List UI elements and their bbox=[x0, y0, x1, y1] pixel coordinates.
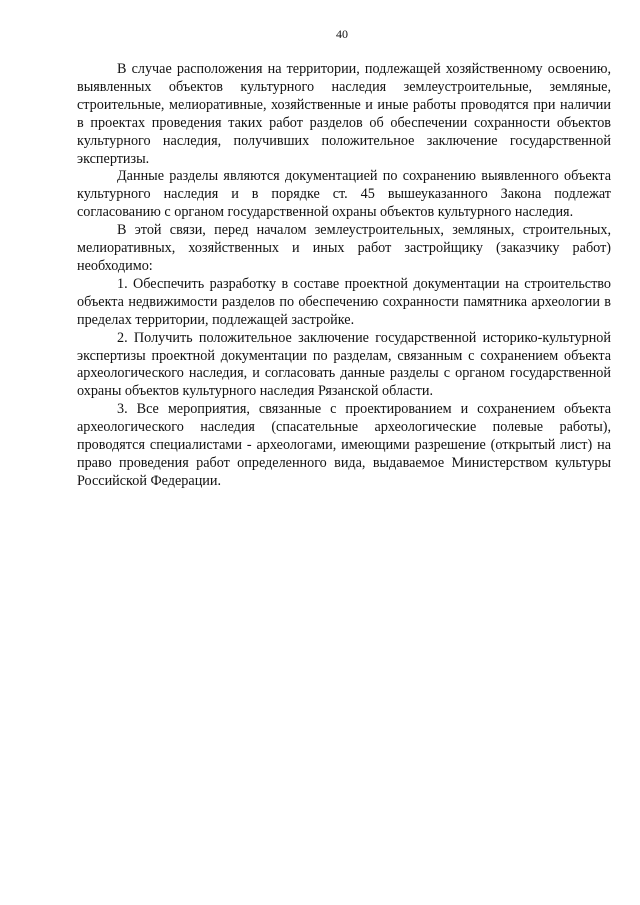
page-number: 40 bbox=[336, 27, 348, 41]
list-item-3: 3. Все мероприятия, связанные с проектированием и сохранением объекта археологического наследия (спасательные археологические полевые работы), проводятся специалистами - археологами, имеющими разрешение (открытый лист) на право проведения работ определенного вида, выдаваемое Министерством культуры Российской Федерации. bbox=[77, 401, 611, 489]
list-item-1: 1. Обеспечить разработку в составе проектной документации на строительство объекта недвижимости разделов по обеспечению сохранности памятника археологии в пределах территории, подлежащей застройке. bbox=[77, 275, 611, 328]
paragraph-documentation-sections: Данные разделы являются документацией по сохранению выявленного объекта культурного наследия и в порядке ст. 45 вышеуказанного Закона подлежат согласованию с органом государственной охраны объектов культурного наследия. bbox=[77, 168, 611, 221]
paragraph-territory-development: В случае расположения на территории, подлежащей хозяйственному освоению, выявленных объектов культурного наследия землеустроительные, земляные, строительные, мелиоративные, хозяйственные и иные работы проводятся при наличии в проектах проведения таких работ разделов об обеспечении сохранности объектов культурного наследия, получивших положительное заключение государственной экспертизы. bbox=[77, 61, 611, 167]
list-item-2: 2. Получить положительное заключение государственной историко-культурной экспертизы проектной документации по разделам, связанным с сохранением объекта археологического наследия, и согласовать данные разделы с органом государственной охраны объектов культурного наследия Рязанской области. bbox=[77, 329, 611, 400]
paragraph-developer-requirements: В этой связи, перед началом землеустроительных, земляных, строительных, мелиоративных, хозяйственных и иных работ застройщику (заказчику работ) необходимо: bbox=[77, 222, 611, 274]
document-body bbox=[77, 61, 611, 491]
